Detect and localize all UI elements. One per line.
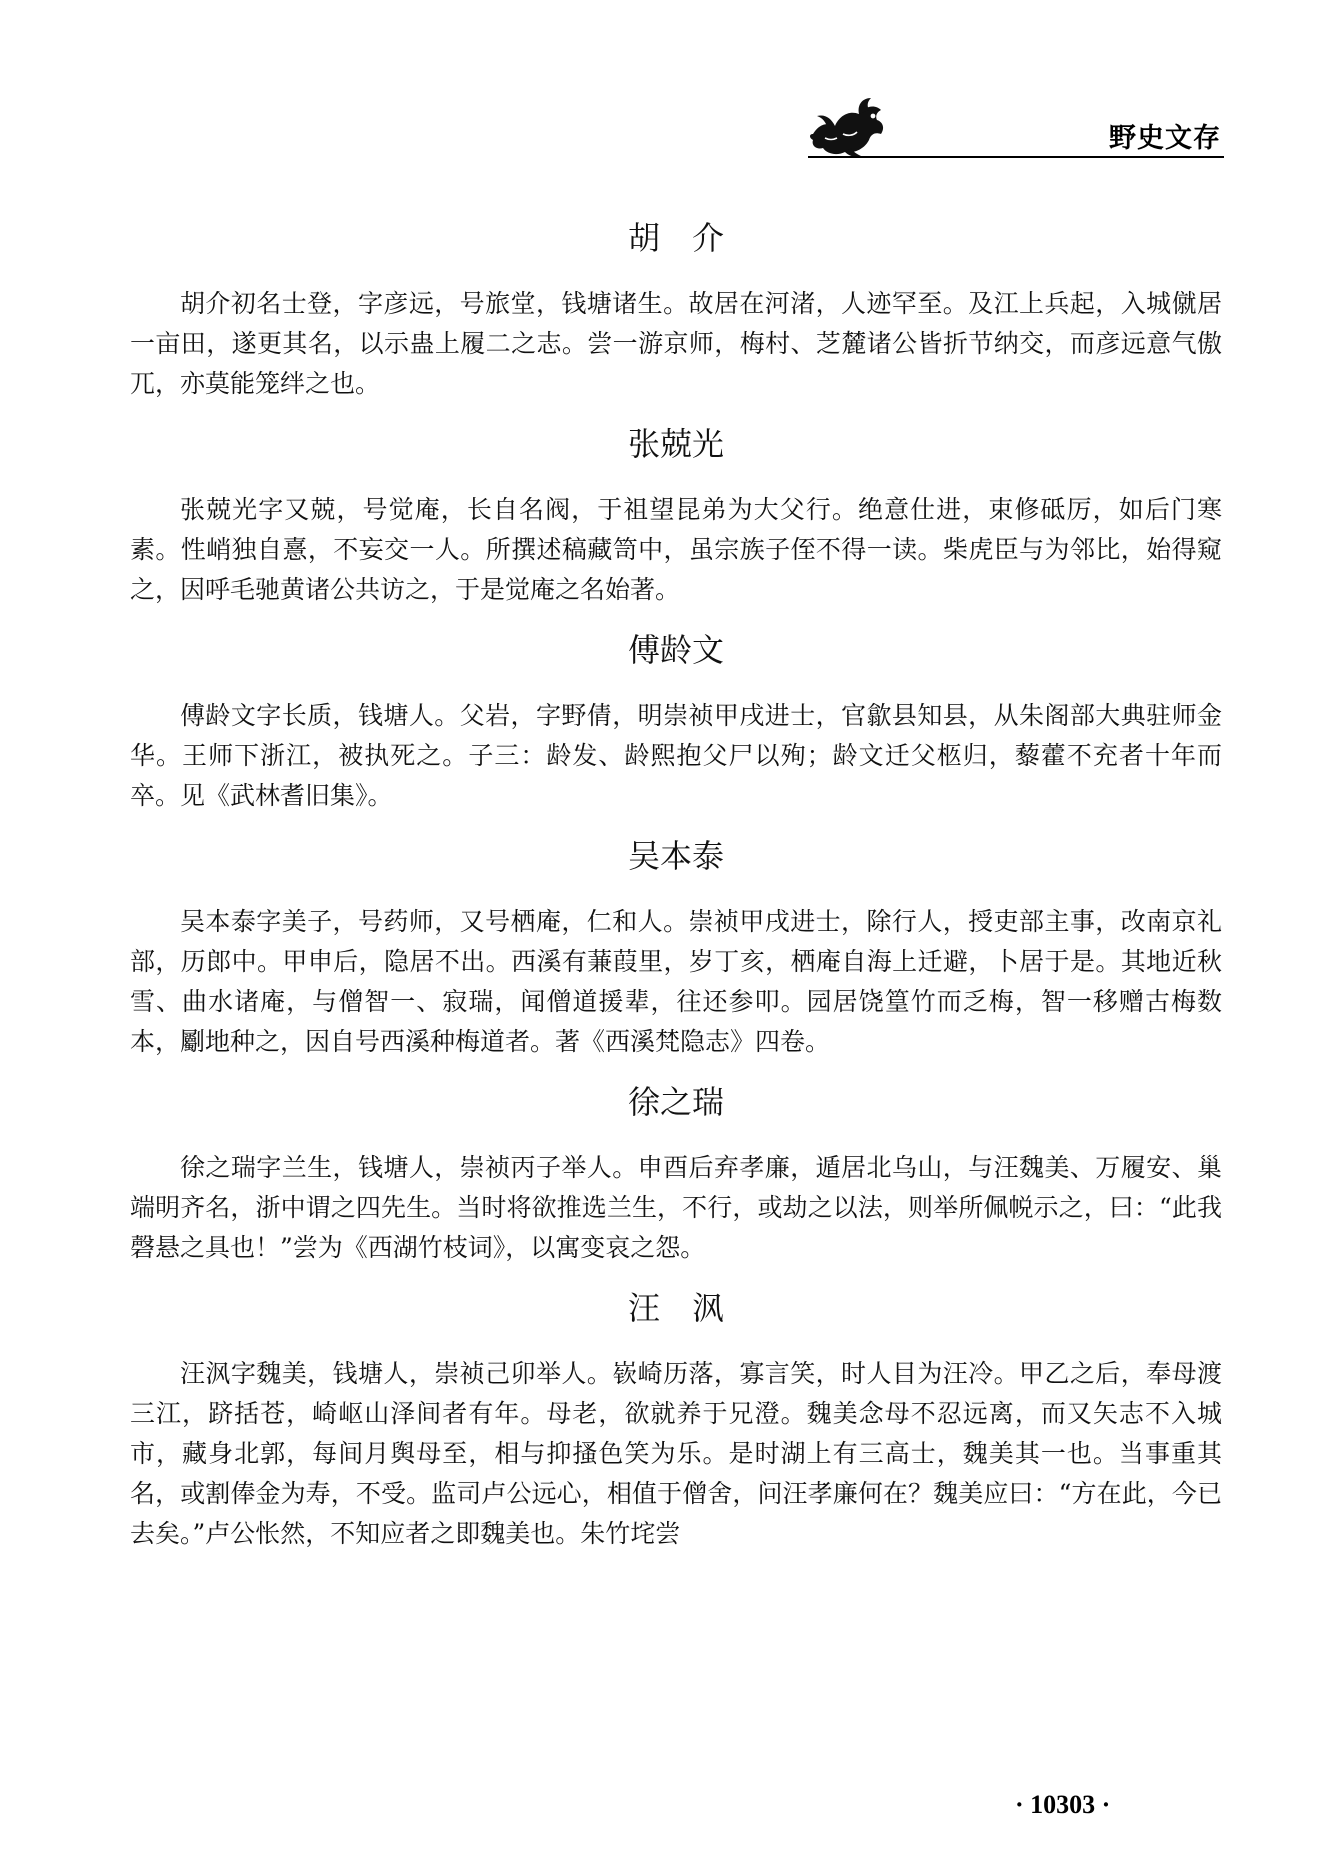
- biography-entry: [130, 1082, 1222, 1268]
- entry-body: 吴本泰字美子，号药师，又号栖庵，仁和人。崇祯甲戌进士，除行人，授吏部主事，改南京礼部，历郎中。甲申后，隐居不出。西溪有蒹葭里，岁丁亥，栖庵自海上迁避，卜居于是。其地近秋雪、曲水诸庵，与僧智一、寂瑞，闻僧道援辈，往还参叩。园居饶篁竹而乏梅，智一移赠古梅数本，劚地种之，因自号西溪种梅道者。著《西溪梵隐志》四卷。: [130, 907, 1222, 1056]
- entry-title: 汪 沨: [627, 1289, 724, 1327]
- entry-title: 吴本泰: [627, 837, 724, 875]
- entry-title: 傅龄文: [627, 631, 724, 669]
- biography-entry: [130, 218, 1222, 404]
- dragon-icon: [805, 94, 889, 160]
- running-header: [805, 82, 1225, 162]
- entry-body: 徐之瑞字兰生，钱塘人，崇祯丙子举人。申酉后弃孝廉，遁居北乌山，与汪魏美、万履安、巢端明齐名，浙中谓之四先生。当时将欲推选兰生，不行，或劫之以法，则举所佩帨示之，曰：“此我磬悬之具也！”尝为《西湖竹枝词》，以寓变哀之怨。: [130, 1153, 1222, 1262]
- biography-entry: [130, 424, 1222, 610]
- entry-body: 胡介初名士登，字彦远，号旅堂，钱塘诸生。故居在河渚，人迹罕至。及江上兵起，入城僦居一亩田，遂更其名，以示蛊上履二之志。尝一游京师，梅村、芝麓诸公皆折节纳交，而彦远意气傲兀，亦莫能笼绊之也。: [130, 289, 1222, 398]
- biography-entry: [130, 836, 1222, 1062]
- entry-title: 张兢光: [627, 425, 724, 463]
- series-title: 野史文存: [1109, 123, 1221, 154]
- entry-body: 汪沨字魏美，钱塘人，崇祯己卯举人。嵚崎历落，寡言笑，时人目为汪冷。甲乙之后，奉母渡三江，跻括苍，崎岖山泽间者有年。母老，欲就养于兄澄。魏美念母不忍远离，而又矢志不入城市，藏身北郭，每间月舆母至，相与抑搔色笑为乐。是时湖上有三高士，魏美其一也。当事重其名，或割俸金为寿，不受。监司卢公远心，相值于僧舍，问汪孝廉何在？魏美应曰：“方在此，今已去矣。”卢公怅然，不知应者之即魏美也。朱竹垞尝: [130, 1359, 1222, 1548]
- entry-body: 张兢光字又兢，号觉庵，长自名阀，于祖望昆弟为大父行。绝意仕进，束修砥厉，如后门寒素。性峭独自憙，不妄交一人。所撰述稿藏笥中，虽宗族子侄不得一读。柴虎臣与为邻比，始得窥之，因呼毛驰黄诸公共访之，于是觉庵之名始著。: [130, 495, 1222, 604]
- header-divider: [808, 156, 1224, 158]
- main-text: [130, 200, 1222, 1574]
- biography-entry: [130, 630, 1222, 816]
- entry-title: 徐之瑞: [627, 1083, 724, 1121]
- page-number: · 10303 ·: [1015, 1790, 1111, 1819]
- entry-body: 傅龄文字长质，钱塘人。父岩，字野倩，明崇祯甲戌进士，官歙县知县，从朱阁部大典驻师金华。王师下浙江，被执死之。子三：龄发、龄熙抱父尸以殉；龄文迁父柩归，藜藿不充者十年而卒。见《武林耆旧集》。: [130, 701, 1222, 810]
- biography-entry: [130, 1288, 1222, 1554]
- entry-title: 胡 介: [627, 219, 724, 257]
